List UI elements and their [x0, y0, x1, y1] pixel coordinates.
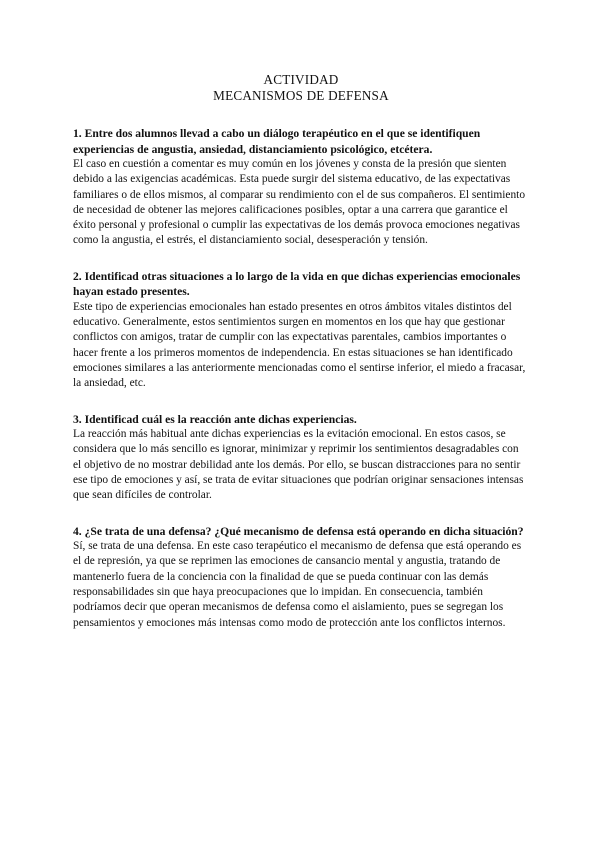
- answer-3: La reacción más habitual ante dichas experiencias es la evitación emocional. En estos casos, se considera que lo más sencillo es ignorar, minimizar y reprimir los sentimientos desagradables con el objetivo de no mostrar debilidad ante los demás. Por ello, se buscan distracciones para no sentir ese tipo de emociones y así, se trata de evitar situaciones que podrían originar sensaciones intensas que sean difíciles de controlar.: [73, 428, 524, 502]
- title-line-1: ACTIVIDAD: [263, 72, 339, 87]
- question-3: 3. Identificad cuál es la reacción ante dichas experiencias.: [73, 412, 357, 426]
- question-2: 2. Identificad otras situaciones a lo largo de la vida en que dichas experiencias emocionales hayan estado presentes.: [73, 269, 521, 299]
- section-3: [73, 412, 529, 504]
- section-4: [73, 524, 529, 631]
- answer-4: Sí, se trata de una defensa. En este caso terapéutico el mecanismo de defensa que está operando es el de represión, ya que se reprimen las emociones de cansancio mental y angustia, tratando de mantenerlo fuera de la conciencia con la finalidad de que se pueda continuar con las demás responsabilidades sin que haya preocupaciones que lo impidan. En consecuencia, también podríamos decir que operan mecanismos de defensa como el aislamiento, pues se segregan los pensamientos y emociones más intensas como modo de protección ante los conflictos internos.: [73, 540, 522, 629]
- answer-2: Este tipo de experiencias emocionales han estado presentes en otros ámbitos vitales distintos del educativo. Generalmente, estos sentimientos surgen en momentos en los que hay que gestionar conflictos con amigos, tratar de cumplir con las expectativas parentales, cambios importantes o hacer frente a los primeros momentos de independencia. En estas situaciones se han identificado emociones similares a las anteriormente mencionadas como el sentirse inferior, el miedo a fracasar, la ansiedad, etc.: [73, 300, 526, 390]
- document-title: [73, 72, 529, 104]
- section-1: [73, 126, 529, 249]
- question-4: 4. ¿Se trata de una defensa? ¿Qué mecanismo de defensa está operando en dicha situación?: [73, 524, 524, 538]
- section-2: [73, 269, 529, 392]
- document-page: [73, 72, 529, 631]
- question-1: 1. Entre dos alumnos llevad a cabo un diálogo terapéutico en el que se identifiquen experiencias de angustia, ansiedad, distanciamiento psicológico, etcétera.: [73, 127, 481, 156]
- answer-1: El caso en cuestión a comentar es muy común en los jóvenes y consta de la presión que sienten debido a las exigencias académicas. Esta puede surgir del sistema educativo, de las expectativas familiares o de ellos mismos, al comparar su rendimiento con el de sus compañeros. El sentimiento de necesidad de obtener las mejores calificaciones posibles, optar a una carrera que garantice el éxito personal y profesional o cumplir las expectativas de los demás provoca emociones negativas como la angustia, el estrés, el distanciamiento social, desesperación y tensión.: [73, 158, 526, 247]
- title-line-2: MECANISMOS DE DEFENSA: [213, 88, 389, 103]
